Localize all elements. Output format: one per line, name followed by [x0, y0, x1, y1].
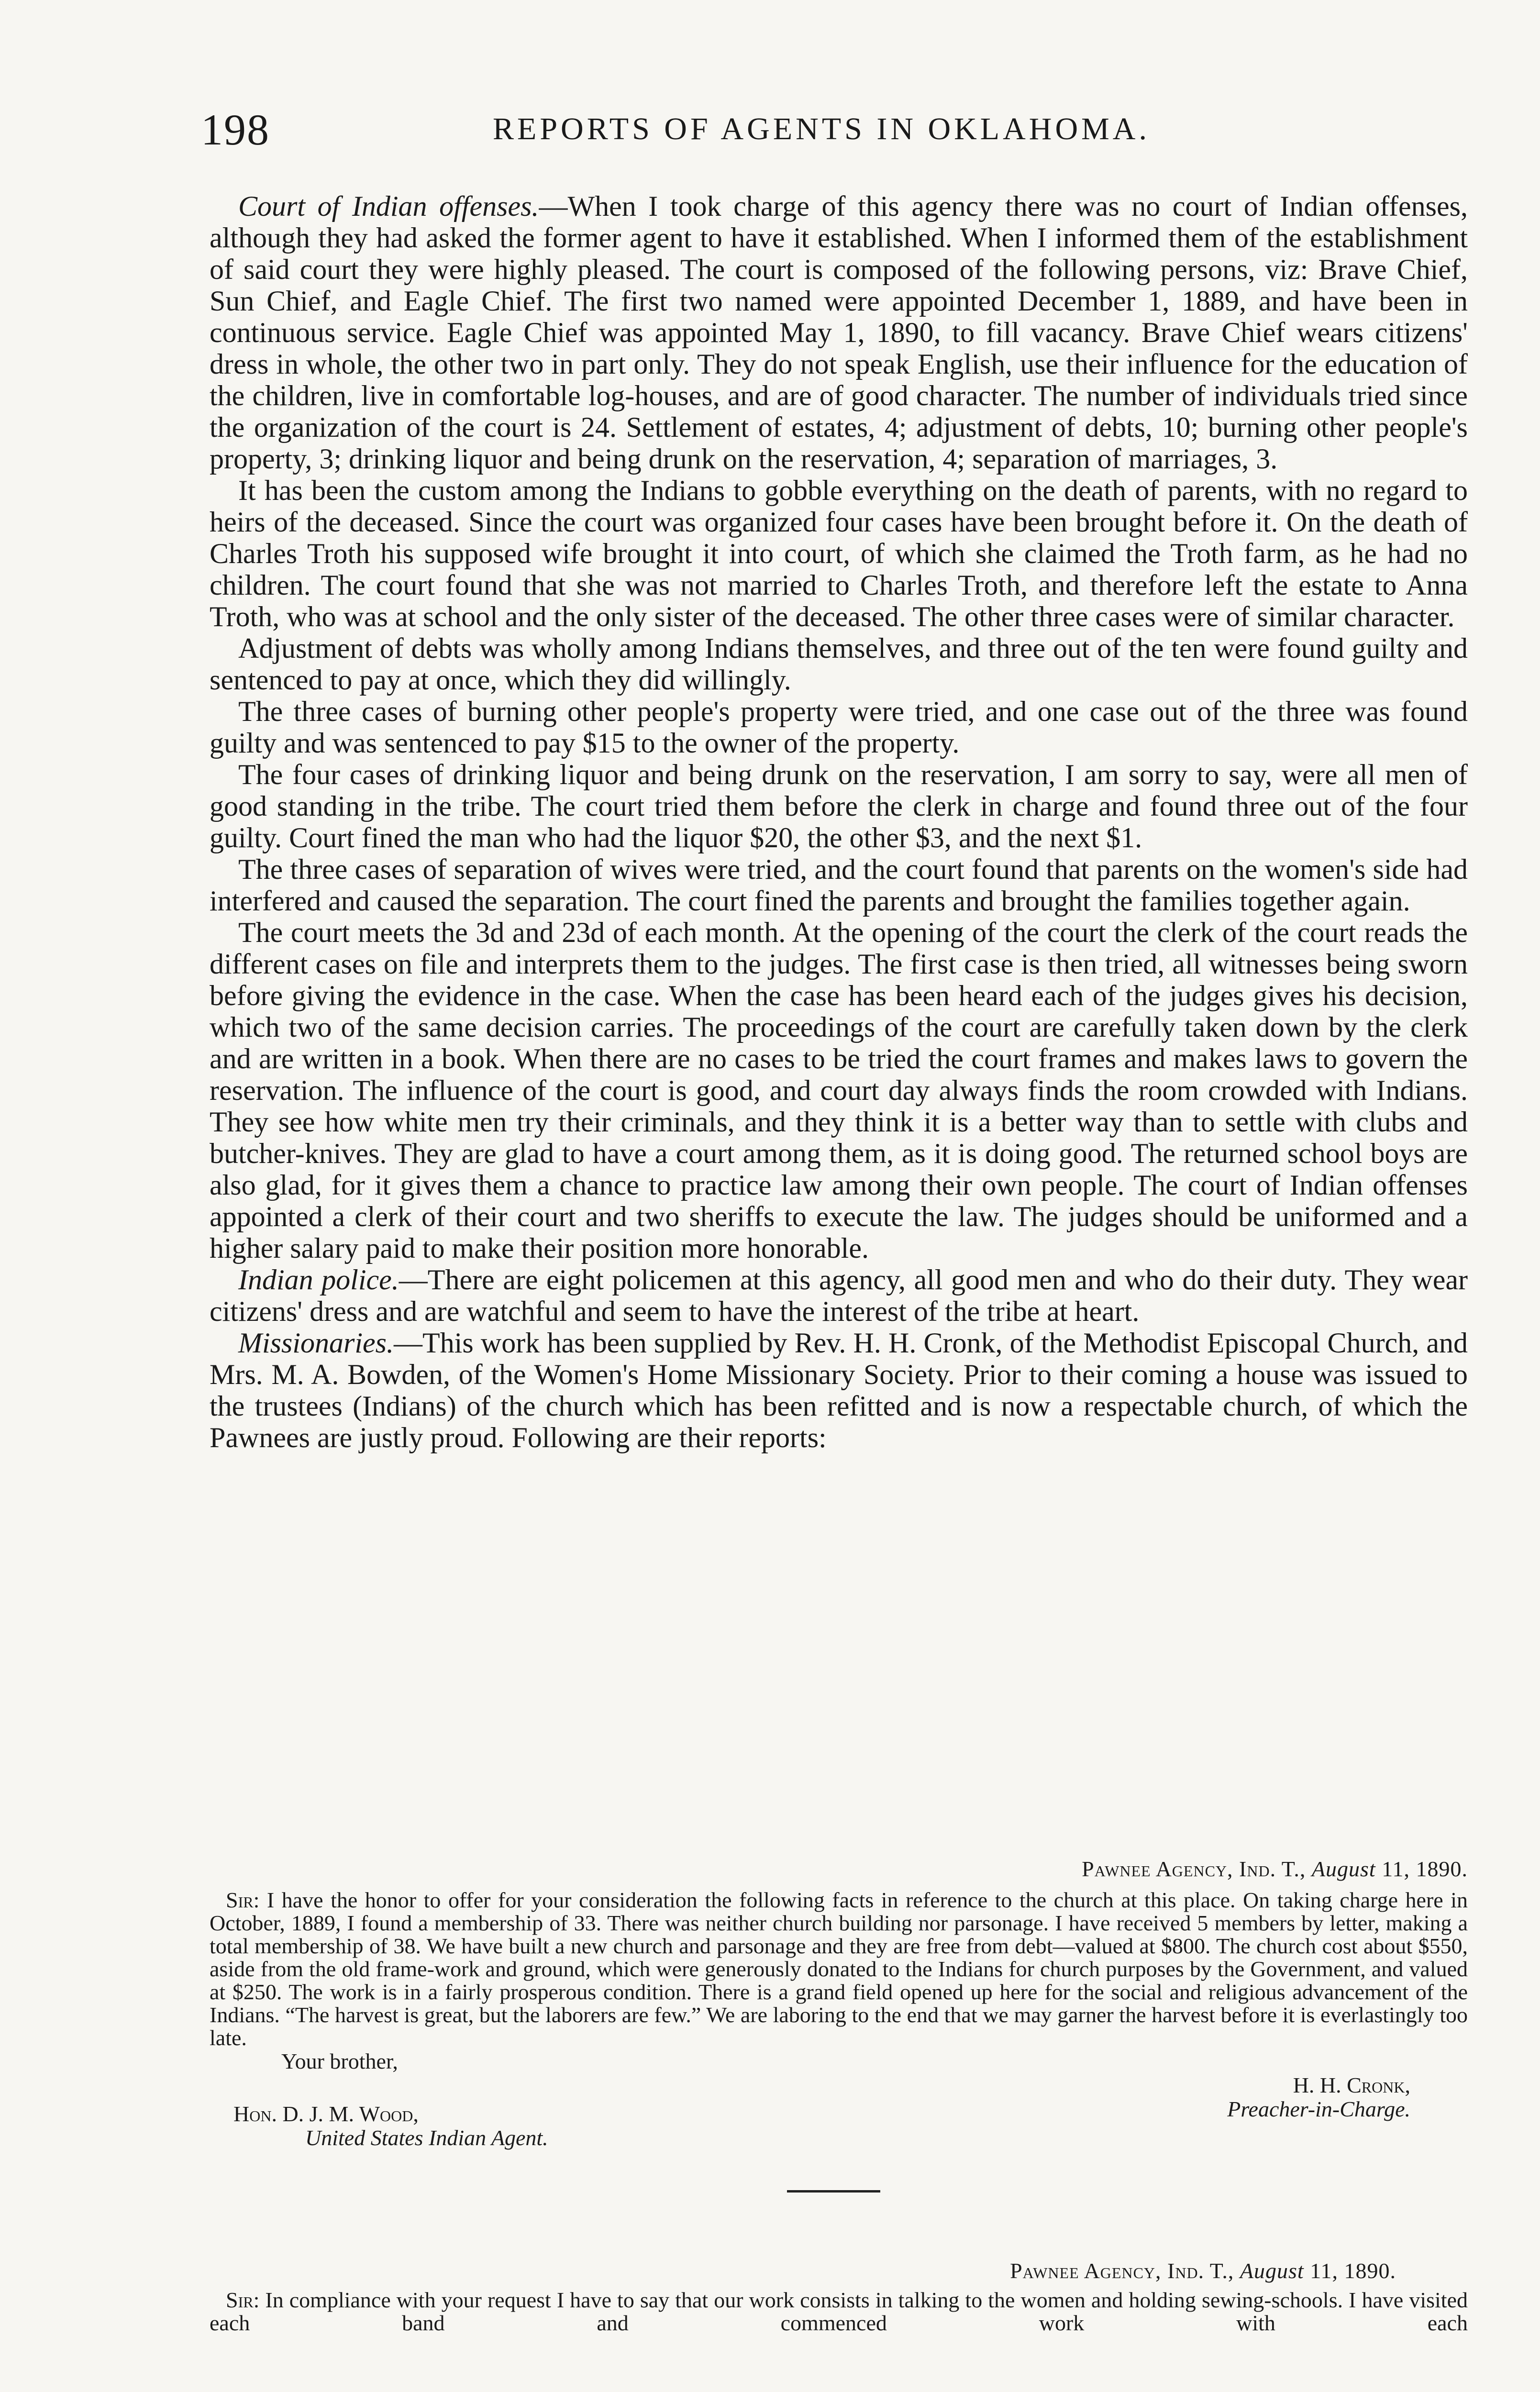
letter-salutation: Sir: [226, 2288, 260, 2312]
paragraph-estates: It has been the custom among the Indians to gobble everything on the death of parents, with no regard to heirs of the deceased. Since the court was organized four cases have been brought before it. On the death of Charles Troth his supposed wife brought it into court, of which she claimed the Troth farm, as he had no children. The court found that she was not married to Charles Troth, and therefore left the estate to Anna Troth, who was at school and the only sister of the deceased. The other three cases were of similar character. [210, 475, 1468, 632]
section-heading-missionaries: Missionaries. [238, 1327, 394, 1359]
report-body [210, 190, 1468, 1453]
paragraph-debts: Adjustment of debts was wholly among Indians themselves, and three out of the ten were found guilty and sentenced to pay at once, which they did willingly. [210, 632, 1468, 696]
paragraph-text: —When I took charge of this agency there was no court of Indian offenses, although they had asked the former agent to have it established. When I informed them of the establishment of said court they were highly pleased. The court is composed of the following persons, viz: Brave Chief, Sun Chief, and Eagle Chief. The first two named were appointed December 1, 1889, and have been in continuous service. Eagle Chief was appointed May 1, 1890, to fill vacancy. Brave Chief wears citizens' dress in whole, the other two in part only. They do not speak English, use their influence for the education of the children, live in comfortable log-houses, and are of good character. The number of individuals tried since the organization of the court is 24. Settlement of estates, 4; adjustment of debts, 10; burning other people's property, 3; drinking liquor and being drunk on the reservation, 4; separation of marriages, 3. [210, 190, 1468, 475]
dateline-month: August [1240, 2259, 1304, 2283]
section-heading-police: Indian police. [238, 1264, 399, 1296]
paragraph-burning-property: The three cases of burning other people's property were tried, and one case out of the three was found guilty and was sentenced to pay $15 to the owner of the property. [210, 696, 1468, 759]
dateline-day: 11, 1890. [1382, 1857, 1468, 1881]
letter-body: In compliance with your request I have to say that our work consists in talking to the women and holding sewing-schools. I have visited each band and commenced work with each [210, 2288, 1468, 2335]
dateline-month: August [1311, 1857, 1376, 1881]
running-head: REPORTS OF AGENTS IN OKLAHOMA. [493, 111, 1150, 146]
paragraph-text: —There are eight policemen at this agency, all good men and who do their duty. They wear citizens' dress and are watchful and seem to have the interest of the tribe at heart. [210, 1264, 1468, 1327]
paragraph-court-meetings: The court meets the 3d and 23d of each month. At the opening of the court the clerk of the court reads the different cases on file and interprets them to the judges. The first case is then tried, all witnesses being sworn before giving the evidence in the case. When the case has been heard each of the judges gives his decision, which two of the same decision carries. The proceedings of the court are carefully taken down by the clerk and are written in a book. When there are no cases to be tried the court frames and makes laws to govern the reservation. The influence of the court is good, and court day always finds the room crowded with Indians. They see how white men try their criminals, and they think it is a better way than to settle with clubs and butcher-knives. They are glad to have a court among them, as it is doing good. The returned school boys are also glad, for it gives them a chance to practice law among their own people. The court of Indian offenses appointed a clerk of their court and two sheriffs to execute the law. The judges should be uniformed and a higher salary paid to make their position more honorable. [210, 917, 1468, 1264]
letter-dateline [210, 1856, 1468, 1882]
paragraph-text: —This work has been supplied by Rev. H. H. Cronk, of the Methodist Episcopal Church, and Mrs. M. A. Bowden, of the Women's Home Missionary Society. Prior to their coming a house was issued to the trustees (Indians) of the church which has been refitted and is now a respectable church, of which the Pawnees are justly proud. Following are their reports: [210, 1327, 1468, 1453]
signer-title: Preacher-in-Charge. [1227, 2097, 1410, 2121]
addressee-name: Hon. D. J. M. Wood, [233, 2102, 419, 2126]
section-divider [787, 2190, 880, 2193]
paragraph-court-of-indian-offenses [210, 190, 1468, 475]
letter-text [210, 1889, 1468, 2049]
dateline-place: Pawnee Agency, Ind. T., [1082, 1857, 1306, 1881]
paragraph-separation: The three cases of separation of wives were tried, and the court found that parents on the women's side had interfered and caused the separation. The court fined the parents and brought the families together again. [210, 853, 1468, 917]
letter-salutation: Sir: [226, 1888, 260, 1912]
section-heading-court: Court of Indian offenses. [238, 190, 539, 222]
paragraph-drinking-liquor: The four cases of drinking liquor and being drunk on the reservation, I am sorry to say, were all men of good standing in the tribe. The court tried them before the clerk in charge and found three out of the four guilty. Court fined the man who had the liquor $20, the other $3, and the next $1. [210, 759, 1468, 853]
letter-closing: Your brother, [281, 2049, 398, 2073]
letter-body: I have the honor to offer for your consideration the following facts in reference to the church at this place. On taking charge here in October, 1889, I found a membership of 33. There was neither church building nor parsonage. I have received 5 members by letter, making a total membership of 38. We have built a new church and parsonage and they are free from debt—valued at $800. The church cost about $550, aside from the old frame-work and ground, which were generously donated to the Indians for church purposes by the Government, and valued at $250. The work is in a fairly prosperous condition. There is a grand field opened up here for the social and religious advancement of the Indians. “The harvest is great, but the laborers are few.” We are laboring to the end that we may garner the harvest before it is everlastingly too late. [210, 1888, 1468, 2050]
paragraph-missionaries [210, 1327, 1468, 1453]
letter-bowden [210, 2258, 1468, 2335]
letter-cronk [210, 1856, 1468, 2150]
letter-text [210, 2289, 1468, 2335]
paragraph-indian-police [210, 1264, 1468, 1327]
dateline-place: Pawnee Agency, Ind. T., [1010, 2259, 1234, 2283]
signer-name: H. H. Cronk, [1293, 2073, 1410, 2097]
letter-dateline [210, 2258, 1396, 2284]
page-header [201, 104, 1469, 157]
page-number: 198 [201, 105, 270, 154]
addressee-title: United States Indian Agent. [305, 2126, 548, 2150]
dateline-day: 11, 1890. [1310, 2259, 1396, 2283]
